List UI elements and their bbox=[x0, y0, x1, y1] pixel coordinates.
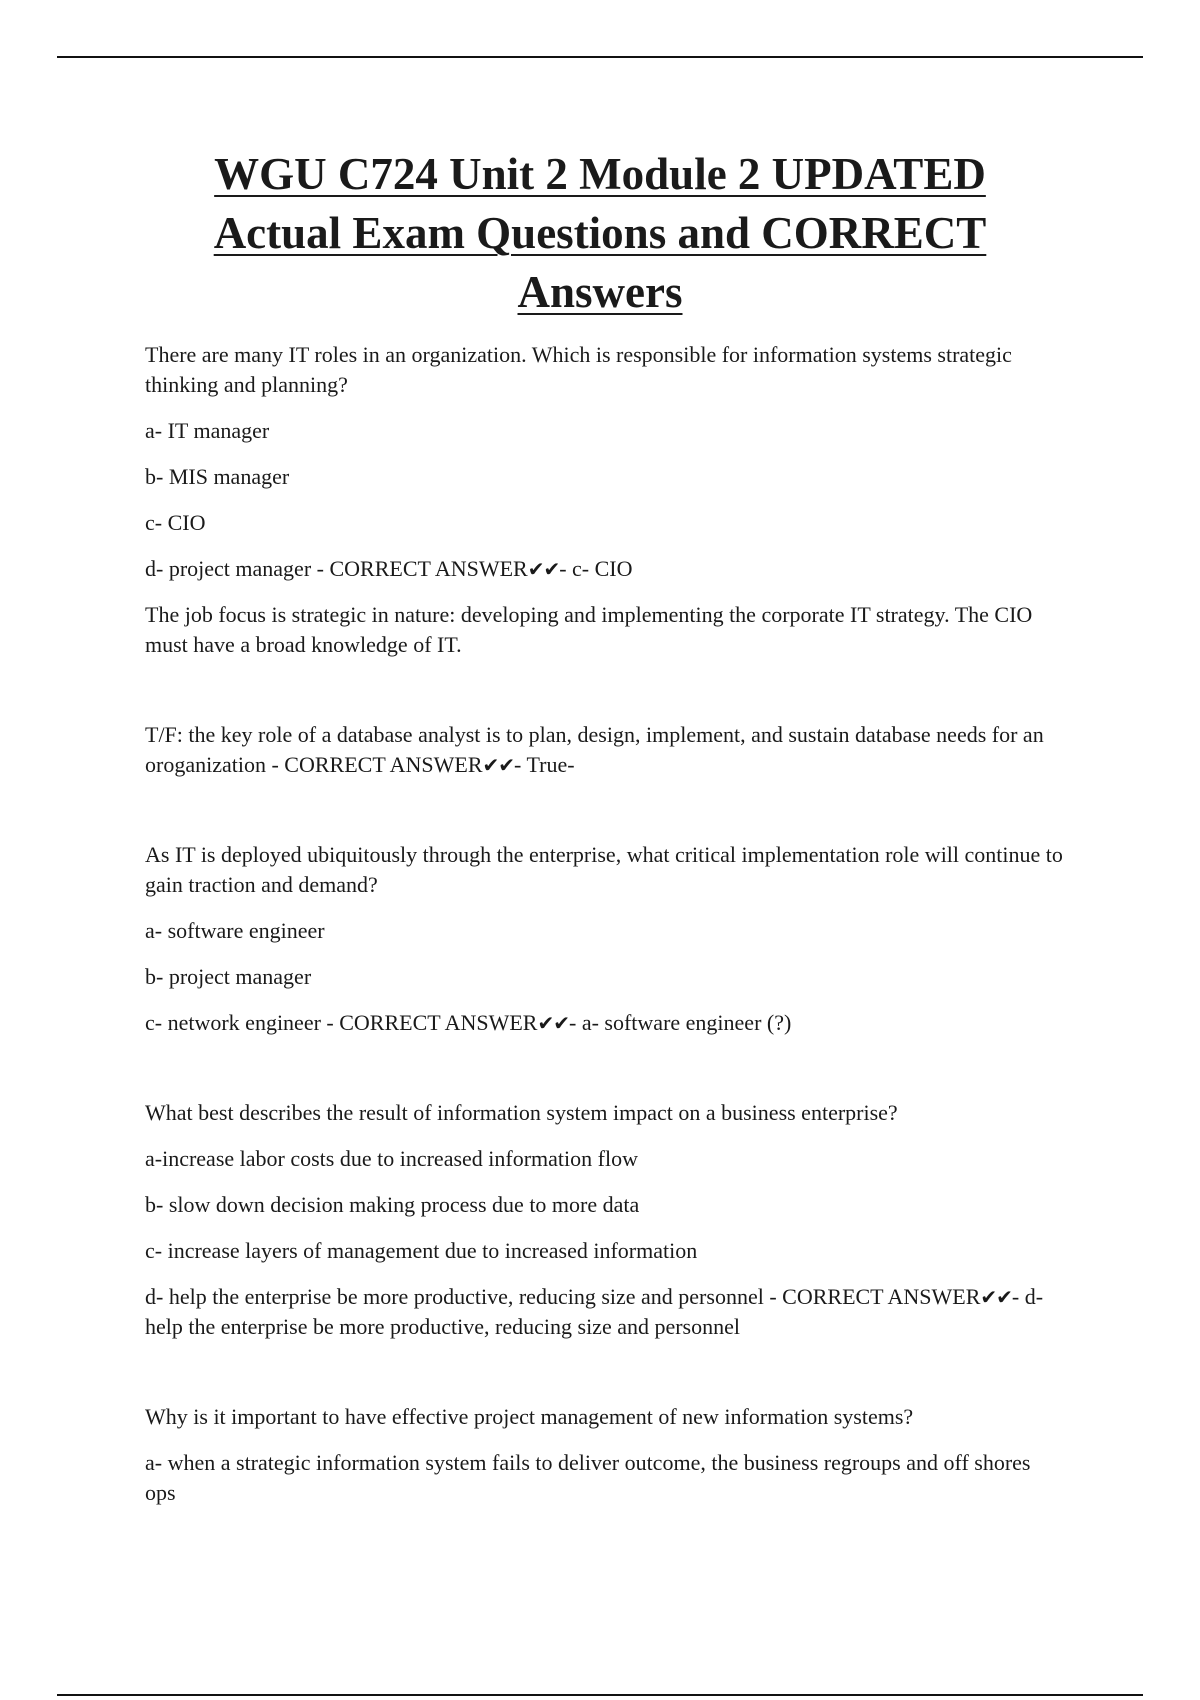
q4-question: What best describes the result of information system impact on a business enterprise? bbox=[145, 1100, 898, 1125]
q2-question: T/F: the key role of a database analyst is to plan, design, implement, and sustain database needs for an oroganization bbox=[145, 722, 1044, 777]
correct-answer-label: - CORRECT ANSWER bbox=[311, 556, 528, 581]
q1-option-b: b- MIS manager bbox=[145, 464, 290, 489]
q4-answer: d- help the enterprise be more productive, reducing size and personnel bbox=[145, 1284, 1044, 1339]
q3-option-a: a- software engineer bbox=[145, 918, 325, 943]
q1-option-d: d- project manager bbox=[145, 556, 312, 581]
q3-option-b: b- project manager bbox=[145, 964, 312, 989]
title-line-2: Actual Exam Questions and CORRECT bbox=[213, 208, 987, 258]
document-body bbox=[145, 340, 1065, 1524]
answer-separator: - bbox=[559, 556, 573, 581]
document-title bbox=[100, 145, 1100, 322]
answer-separator: - bbox=[1011, 1284, 1025, 1309]
q1-answer-line bbox=[145, 554, 1065, 584]
q3-answer: a- software engineer (?) bbox=[581, 1010, 792, 1035]
double-check-icon: ✔✔ bbox=[527, 557, 560, 581]
q1-question: There are many IT roles in an organization. Which is responsible for information systems strategic thinking and planning? bbox=[145, 342, 1012, 397]
correct-answer-label: - CORRECT ANSWER bbox=[265, 752, 483, 777]
double-check-icon: ✔✔ bbox=[482, 753, 515, 777]
title-line-3: Answers bbox=[517, 267, 683, 317]
q3-answer-line bbox=[145, 1008, 1065, 1038]
title-line-1: WGU C724 Unit 2 Module 2 UPDATED bbox=[214, 149, 986, 199]
bottom-rule bbox=[57, 1694, 1143, 1696]
q5-option-a: a- when a strategic information system fails to deliver outcome, the business regroups and off shores ops bbox=[145, 1450, 1031, 1505]
top-rule bbox=[57, 56, 1143, 58]
q1-explanation: The job focus is strategic in nature: developing and implementing the corporate IT strategy. The CIO must have a broad knowledge of IT. bbox=[145, 602, 1033, 657]
q4-option-b: b- slow down decision making process due to more data bbox=[145, 1192, 640, 1217]
q2-answer: True- bbox=[526, 752, 575, 777]
q1-option-c: c- CIO bbox=[145, 510, 206, 535]
q4-option-c: c- increase layers of management due to increased information bbox=[145, 1238, 698, 1263]
double-check-icon: ✔✔ bbox=[980, 1285, 1012, 1309]
double-check-icon: ✔✔ bbox=[537, 1011, 569, 1035]
answer-separator: - bbox=[514, 752, 527, 777]
q4-option-a: a-increase labor costs due to increased information flow bbox=[145, 1146, 638, 1171]
correct-answer-label: - CORRECT ANSWER bbox=[320, 1010, 538, 1035]
q4-answer-line bbox=[145, 1282, 1065, 1342]
answer-separator: - bbox=[569, 1010, 582, 1035]
q5-question: Why is it important to have effective project management of new information systems? bbox=[145, 1404, 914, 1429]
q1-answer: c- CIO bbox=[572, 556, 633, 581]
q3-question: As IT is deployed ubiquitously through the enterprise, what critical implementation role will continue to gain traction and demand? bbox=[145, 842, 1063, 897]
q3-option-c: c- network engineer bbox=[145, 1010, 321, 1035]
q2-answer-line bbox=[145, 720, 1065, 780]
q1-option-a: a- IT manager bbox=[145, 418, 270, 443]
q4-option-d: d- help the enterprise be more productive, reducing size and personnel bbox=[145, 1284, 764, 1309]
correct-answer-label: - CORRECT ANSWER bbox=[763, 1284, 981, 1309]
